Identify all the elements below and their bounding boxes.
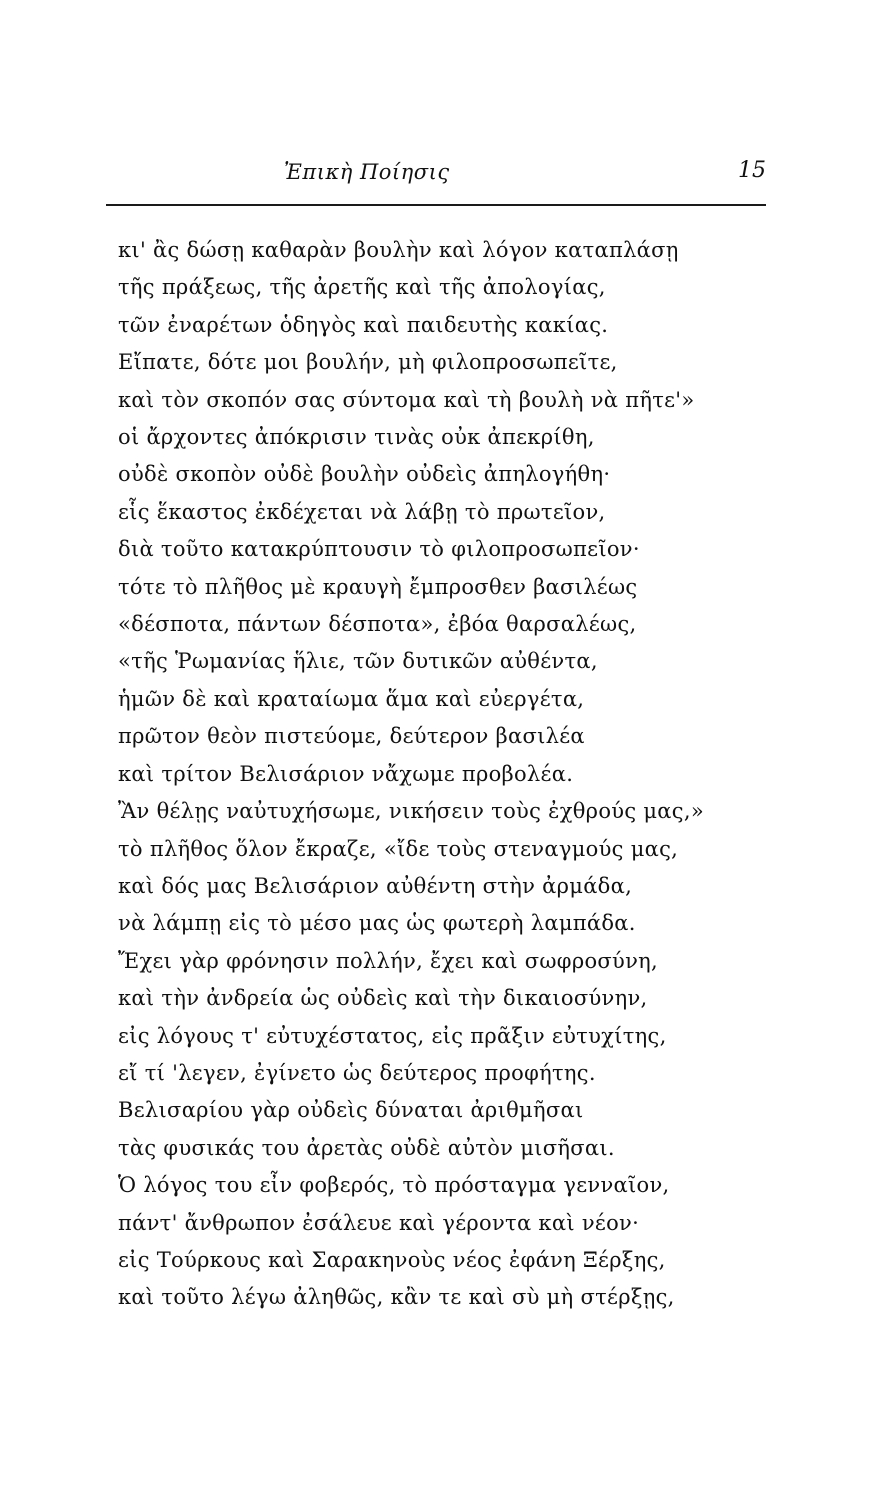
poem-line: ἡμῶν δὲ καὶ κραταίωμα ἅμα καὶ εὐεργέτα, [118, 686, 585, 711]
poem-line: Ὁ λόγος του εἶν φοβερός, τὸ πρόσταγμα γενναῖον, [118, 1173, 670, 1198]
poem-line: καὶ τρίτον Βελισάριον νἄχωμε προβολέα. [118, 761, 574, 786]
poem-line: τῆς πράξεως, τῆς ἀρετῆς καὶ τῆς ἀπολογίας, [118, 275, 606, 300]
poem-line: πάντ' ἄνθρωπον ἐσάλευε καὶ γέροντα καὶ νέον· [118, 1210, 640, 1235]
poem-line: τὸ πλῆθος ὅλον ἔκραζε, «ἴδε τοὺς στεναγμούς μας, [118, 836, 679, 861]
poem-text [118, 232, 758, 1317]
poem-line: Βελισαρίου γὰρ οὐδεὶς δύναται ἀριθμῆσαι [118, 1098, 584, 1123]
poem-line: Εἴπατε, δότε μοι βουλήν, μὴ φιλοπροσωπεῖτε, [118, 350, 618, 375]
poem-line: εἰς Τούρκους καὶ Σαρακηνοὺς νέος ἐφάνη Ξέρξης, [118, 1247, 666, 1272]
poem-line: τὰς φυσικάς του ἀρετὰς οὐδὲ αὐτὸν μισῆσαι. [118, 1135, 615, 1160]
poem-line: εἴ τί 'λεγεν, ἐγίνετο ὡς δεύτερος προφήτης. [118, 1060, 596, 1085]
poem-line: τῶν ἐναρέτων ὁδηγὸς καὶ παιδευτὴς κακίας. [118, 312, 609, 337]
poem-line: εἰς λόγους τ' εὐτυχέστατος, εἰς πρᾶξιν εὐτυχίτης, [118, 1023, 667, 1048]
poem-line: διὰ τοῦτο κατακρύπτουσιν τὸ φιλοπροσωπεῖον· [118, 537, 640, 562]
poem-line: οἱ ἄρχοντες ἀπόκρισιν τινὰς οὐκ ἀπεκρίθη, [118, 425, 595, 450]
poem-line: εἷς ἕκαστος ἐκδέχεται νὰ λάβῃ τὸ πρωτεῖον, [118, 499, 606, 524]
poem-line: κι' ἂς δώσῃ καθαρὰν βουλὴν καὶ λόγον καταπλάσῃ [118, 238, 679, 262]
poem-line: Ἂν θέλῃς ναὐτυχήσωμε, νικήσειν τοὺς ἐχθρούς μας,» [118, 799, 704, 824]
poem-line: Ἔχει γὰρ φρόνησιν πολλήν, ἔχει καὶ σωφροσύνη, [118, 948, 659, 973]
poem-line: πρῶτον θεὸν πιστεύομε, δεύτερον βασιλέα [118, 724, 585, 749]
poem-line: τότε τὸ πλῆθος μὲ κραυγὴ ἔμπροσθεν βασιλέως [118, 574, 638, 599]
page-number: 15 [738, 158, 766, 183]
poem-line: «τῆς Ῥωμανίας ἥλιε, τῶν δυτικῶν αὐθέντα, [118, 649, 598, 674]
poem-line: οὐδὲ σκοπὸν οὐδὲ βουλὴν οὐδεὶς ἀπηλογήθη· [118, 462, 611, 487]
poem-line: καὶ τὴν ἀνδρεία ὡς οὐδεὶς καὶ τὴν δικαιοσύνην, [118, 986, 648, 1011]
poem-line: καὶ τοῦτο λέγω ἀληθῶς, κἂν τε καὶ σὺ μὴ στέρξῃς, [118, 1285, 675, 1310]
header-rule [106, 204, 766, 206]
poem-line: νὰ λάμπῃ εἰς τὸ μέσο μας ὡς φωτερὴ λαμπάδα. [118, 911, 636, 936]
running-head [106, 158, 766, 192]
poem-line: καὶ τὸν σκοπόν σας σύντομα καὶ τὴ βουλὴ νὰ πῆτε'» [118, 387, 695, 412]
poem-line: καὶ δός μας Βελισάριον αὐθέντη στὴν ἀρμάδα, [118, 873, 633, 898]
running-title: Ἐπικὴ Ποίησις [284, 160, 450, 184]
poem-line: «δέσποτα, πάντων δέσποτα», ἐβόα θαρσαλέως, [118, 612, 637, 637]
